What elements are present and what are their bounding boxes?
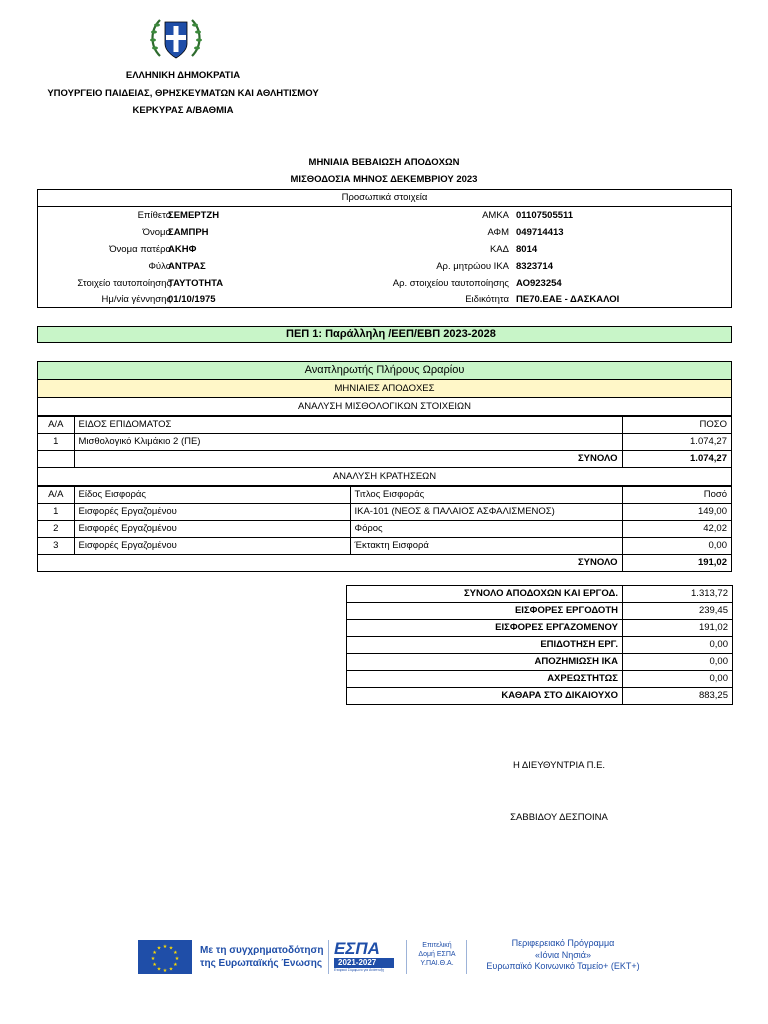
signatory-name: ΣΑΒΒΙΔΟΥ ΔΕΣΠΟΙΝΑ bbox=[510, 812, 608, 823]
total-label: ΣΥΝΟΛΟ bbox=[74, 451, 622, 468]
signatory-role: Η ΔΙΕΥΘΥΝΤΡΙΑ Π.Ε. bbox=[512, 760, 606, 771]
field-value: 049714413 bbox=[516, 227, 564, 238]
svg-text:★: ★ bbox=[174, 956, 180, 962]
svg-text:★: ★ bbox=[162, 968, 168, 974]
contribution-title: ΙΚΑ-101 (ΝΕΟΣ & ΠΑΛΑΙΟΣ ΑΣΦΑΛΙΣΜΕΝΟΣ) bbox=[350, 504, 622, 521]
personal-row bbox=[38, 241, 731, 258]
column-header: Α/Α bbox=[38, 417, 74, 434]
summary-table bbox=[346, 585, 732, 705]
field-label: Επίθετο bbox=[137, 210, 171, 221]
contribution-title: Έκτακτη Εισφορά bbox=[350, 538, 622, 555]
footer-divider bbox=[328, 940, 329, 974]
field-label: ΑΜΚΑ bbox=[482, 210, 509, 221]
salary-total: 1.074,27 bbox=[622, 451, 731, 468]
summary-label: ΕΙΣΦΟΡΕΣ ΕΡΓΑΖΟΜΕΝΟΥ bbox=[347, 620, 623, 637]
field-label: Φύλο bbox=[148, 261, 171, 272]
eu-line: Με τη συγχρηματοδότηση bbox=[200, 945, 324, 956]
table-row bbox=[38, 521, 731, 538]
svg-text:★: ★ bbox=[152, 950, 157, 956]
summary-label: ΚΑΘΑΡΑ ΣΤΟ ΔΙΚΑΙΟΥΧΟ bbox=[347, 688, 623, 705]
svg-text:★: ★ bbox=[156, 945, 162, 952]
eu-flag-icon bbox=[138, 940, 192, 974]
position-title: Αναπληρωτής Πλήρους Ωραρίου bbox=[38, 362, 731, 380]
field-value: 01/10/1975 bbox=[168, 294, 216, 305]
field-value: ΣΕΜΕΡΤΖΗ bbox=[168, 210, 220, 221]
total-label: ΣΥΝΟΛΟ bbox=[350, 555, 622, 572]
header-country: ΕΛΛΗΝΙΚΗ ΔΗΜΟΚΡΑΤΙΑ bbox=[125, 70, 241, 81]
column-header: Ποσό bbox=[622, 487, 731, 504]
field-label: Αρ. μητρώου ΙΚΑ bbox=[436, 261, 509, 272]
allowance-type: Μισθολογικό Κλιμάκιο 2 (ΠΕ) bbox=[74, 434, 622, 451]
region-line: «Ιόνια Νησιά» bbox=[535, 949, 591, 960]
field-value: 8323714 bbox=[516, 261, 553, 272]
svg-text:★: ★ bbox=[168, 966, 174, 973]
personal-row bbox=[38, 291, 731, 308]
summary-label: ΕΠΙΔΟΤΗΣΗ ΕΡΓ. bbox=[347, 637, 623, 654]
summary-value: 1.313,72 bbox=[623, 586, 733, 603]
allowance-amount: 1.074,27 bbox=[622, 434, 731, 451]
field-value: ΑΝΤΡΑΣ bbox=[168, 261, 206, 272]
footer-divider bbox=[466, 940, 467, 974]
field-label: ΑΦΜ bbox=[487, 227, 509, 238]
svg-text:★: ★ bbox=[150, 956, 156, 962]
row-number: 1 bbox=[38, 434, 74, 451]
summary-label: ΣΥΝΟΛΟ ΑΠΟΔΟΧΩΝ ΚΑΙ ΕΡΓΟΔ. bbox=[347, 586, 623, 603]
field-label: Ημ/νία γέννησης bbox=[101, 294, 171, 305]
summary-value: 883,25 bbox=[623, 688, 733, 705]
payroll-box bbox=[37, 361, 732, 572]
personal-row bbox=[38, 207, 731, 224]
row-number: 3 bbox=[38, 538, 74, 555]
field-label: Αρ. στοιχείου ταυτοποίησης bbox=[392, 278, 509, 289]
column-header: ΕΙΔΟΣ ΕΠΙΔΟΜΑΤΟΣ bbox=[74, 417, 622, 434]
summary-row bbox=[347, 620, 733, 637]
greek-emblem-icon bbox=[146, 16, 206, 64]
field-label: Ειδικότητα bbox=[465, 294, 509, 305]
contribution-amount: 42,02 bbox=[622, 521, 731, 538]
field-value: ΣΑΜΠΡΗ bbox=[168, 227, 209, 238]
table-row bbox=[38, 538, 731, 555]
column-header: ΠΟΣΟ bbox=[622, 417, 731, 434]
header-directorate: ΚΕΡΚΥΡΑΣ Α/ΒΑΘΜΙΑ bbox=[132, 105, 234, 116]
svg-text:★: ★ bbox=[156, 966, 162, 973]
svg-text:★: ★ bbox=[168, 945, 174, 952]
svg-text:★: ★ bbox=[173, 962, 178, 968]
eu-line: της Ευρωπαϊκής Ένωσης bbox=[200, 958, 323, 969]
deductions-analysis-title: ΑΝΑΛΥΣΗ ΚΡΑΤΗΣΕΩΝ bbox=[38, 468, 731, 486]
summary-value: 239,45 bbox=[623, 603, 733, 620]
column-header: Είδος Εισφοράς bbox=[74, 487, 350, 504]
contribution-type: Εισφορές Εργαζομένου bbox=[74, 521, 350, 538]
field-value: ΤΑΥΤΟΤΗΤΑ bbox=[168, 278, 224, 289]
summary-row bbox=[347, 603, 733, 620]
field-label: Όνομα πατέρα bbox=[109, 244, 171, 255]
field-value: 01107505511 bbox=[516, 210, 574, 221]
field-value: ΠΕ70.ΕΑΕ - ΔΑΣΚΑΛΟΙ bbox=[516, 294, 620, 305]
table-row bbox=[38, 504, 731, 521]
espa-wordmark: ΕΣΠΑ bbox=[334, 939, 380, 958]
monthly-earnings-title: ΜΗΝΙΑΙΕΣ ΑΠΟΔΟΧΕΣ bbox=[38, 380, 731, 398]
personal-details-box bbox=[37, 189, 732, 308]
salary-total-row bbox=[38, 451, 731, 468]
field-value: 8014 bbox=[516, 244, 538, 255]
espa-management-text bbox=[412, 941, 462, 968]
table-header-row bbox=[38, 417, 731, 434]
field-label: ΚΑΔ bbox=[489, 244, 509, 255]
summary-row bbox=[347, 586, 733, 603]
regional-program-text bbox=[470, 938, 656, 973]
mgmt-line: Δομή ΕΣΠΑ bbox=[418, 951, 456, 958]
row-number: 1 bbox=[38, 504, 74, 521]
row-number: 2 bbox=[38, 521, 74, 538]
svg-text:★: ★ bbox=[162, 944, 168, 950]
eu-cofunding-text bbox=[200, 944, 323, 970]
summary-label: ΑΧΡΕΩΣΤΗΤΩΣ bbox=[347, 671, 623, 688]
contribution-type: Εισφορές Εργαζομένου bbox=[74, 538, 350, 555]
deductions-total-row bbox=[38, 555, 731, 572]
field-value: ΑΚΗΦ bbox=[168, 244, 197, 255]
personal-row bbox=[38, 258, 731, 275]
summary-row bbox=[347, 688, 733, 705]
header-ministry: ΥΠΟΥΡΓΕΙΟ ΠΑΙΔΕΙΑΣ, ΘΡΗΣΚΕΥΜΑΤΩΝ ΚΑΙ ΑΘΛΗΤΙΣΜΟΥ bbox=[47, 88, 319, 99]
summary-row bbox=[347, 637, 733, 654]
region-line: Ευρωπαϊκό Κοινωνικό Ταμείο+ (ΕΚΤ+) bbox=[486, 961, 640, 971]
field-value: ΑΟ923254 bbox=[516, 278, 562, 289]
contribution-amount: 149,00 bbox=[622, 504, 731, 521]
mgmt-line: Υ.ΠΑΙ.Θ.Α. bbox=[420, 960, 454, 967]
program-banner: ΠΕΠ 1: Παράλληλη /ΕΕΠ/ΕΒΠ 2023-2028 bbox=[37, 326, 732, 343]
deductions-total: 191,02 bbox=[622, 555, 731, 572]
espa-years: 2021-2027 bbox=[334, 958, 394, 968]
mgmt-line: Επιτελική bbox=[422, 942, 452, 949]
summary-value: 0,00 bbox=[623, 654, 733, 671]
summary-row bbox=[347, 671, 733, 688]
contribution-amount: 0,00 bbox=[622, 538, 731, 555]
personal-row bbox=[38, 275, 731, 292]
field-label: Στοιχείο ταυτοποίησης bbox=[77, 278, 171, 289]
deductions-table bbox=[38, 486, 731, 571]
region-line: Περιφερειακό Πρόγραμμα bbox=[511, 938, 615, 948]
document-subtitle: ΜΙΣΘΟΔΟΣΙΑ ΜΗΝΟΣ ΔΕΚΕΜΒΡΙΟΥ 2023 bbox=[290, 174, 478, 185]
table-row bbox=[38, 434, 731, 451]
svg-text:★: ★ bbox=[152, 962, 157, 968]
espa-tagline: Εταιρικό Σύμφωνο για Ανάπτυξη bbox=[334, 968, 385, 972]
espa-logo bbox=[334, 940, 398, 974]
summary-row bbox=[347, 654, 733, 671]
table-header-row bbox=[38, 487, 731, 504]
personal-details-title: Προσωπικά στοιχεία bbox=[38, 190, 731, 207]
salary-analysis-title: ΑΝΑΛΥΣΗ ΜΙΣΘΟΛΟΓΙΚΩΝ ΣΤΟΙΧΕΙΩΝ bbox=[38, 398, 731, 416]
document-title: ΜΗΝΙΑΙΑ ΒΕΒΑΙΩΣΗ ΑΠΟΔΟΧΩΝ bbox=[308, 157, 460, 168]
personal-row bbox=[38, 224, 731, 241]
contribution-type: Εισφορές Εργαζομένου bbox=[74, 504, 350, 521]
contribution-title: Φόρος bbox=[350, 521, 622, 538]
summary-value: 0,00 bbox=[623, 671, 733, 688]
summary-label: ΑΠΟΖΗΜΙΩΣΗ ΙΚΑ bbox=[347, 654, 623, 671]
column-header: Α/Α bbox=[38, 487, 74, 504]
svg-text:★: ★ bbox=[173, 950, 178, 956]
footer-divider bbox=[406, 940, 407, 974]
summary-value: 0,00 bbox=[623, 637, 733, 654]
column-header: Τιτλος Εισφοράς bbox=[350, 487, 622, 504]
summary-label: ΕΙΣΦΟΡΕΣ ΕΡΓΟΔΟΤΗ bbox=[347, 603, 623, 620]
field-label: Όνομα bbox=[142, 227, 171, 238]
summary-value: 191,02 bbox=[623, 620, 733, 637]
salary-table bbox=[38, 416, 731, 468]
